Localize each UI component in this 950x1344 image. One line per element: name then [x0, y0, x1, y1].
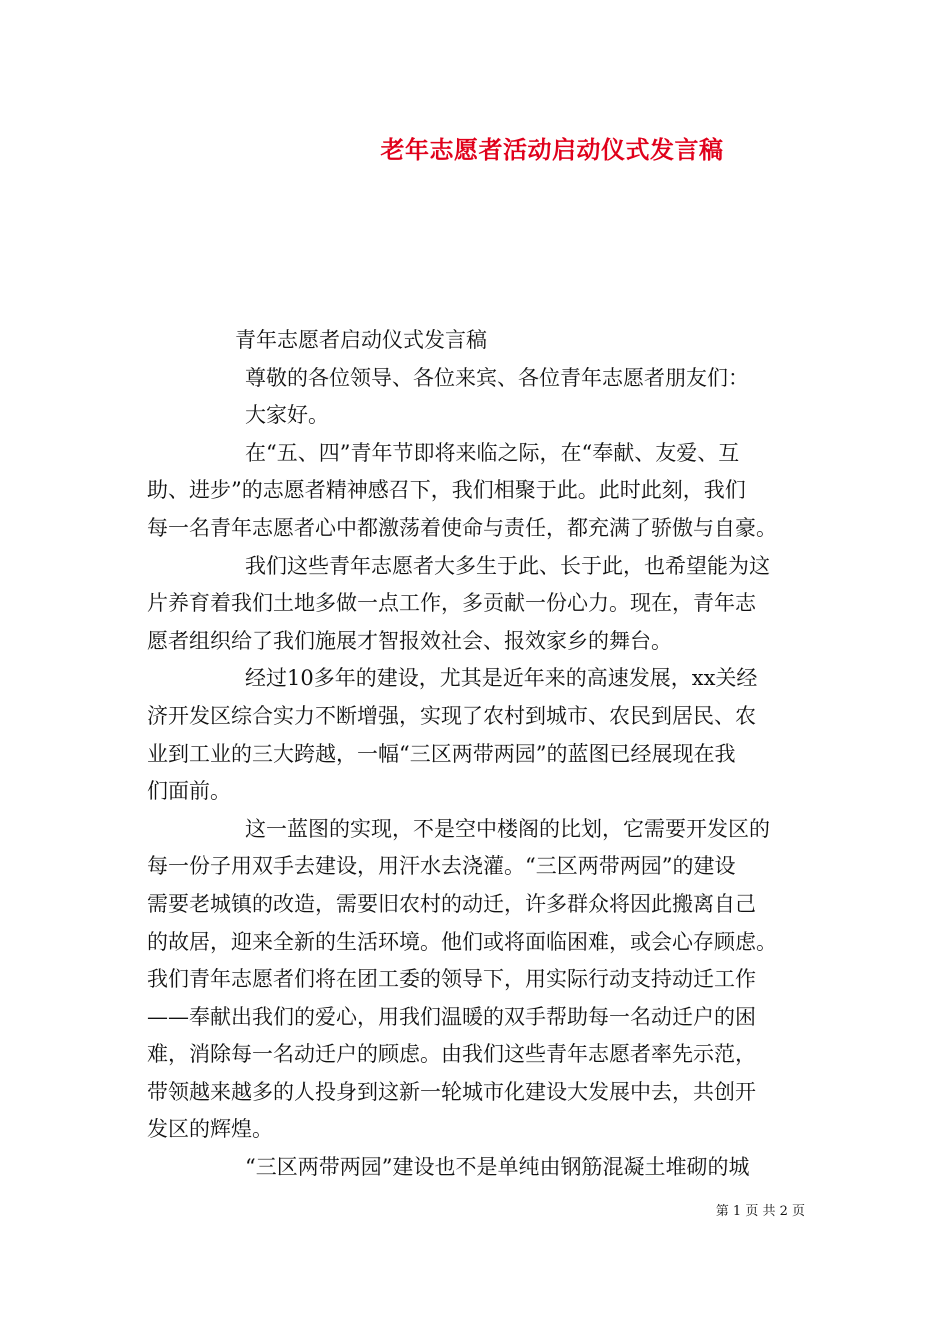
body-line: 发区的辉煌。 — [147, 1117, 273, 1142]
body-line: 我们这些青年志愿者大多生于此、长于此，也希望能为这 — [245, 553, 770, 578]
body-line: 每一名青年志愿者心中都激荡着使命与责任，都充满了骄傲与自豪。 — [147, 515, 777, 540]
body-line: 每一份子用双手去建设，用汗水去浇灌。“三区两带两园”的建设 — [147, 854, 736, 879]
body-line: 青年志愿者启动仪式发言稿 — [235, 328, 487, 352]
body-line: 济开发区综合实力不断增强，实现了农村到城市、农民到居民、农 — [147, 703, 756, 728]
body-line: 带领越来越多的人投身到这新一轮城市化建设大发展中去，共创开 — [147, 1079, 756, 1104]
body-line: 片养育着我们土地多做一点工作，多贡献一份心力。现在，青年志 — [147, 591, 756, 616]
body-line: 需要老城镇的改造，需要旧农村的动迁，许多群众将因此搬离自己 — [147, 891, 756, 916]
page-number: 第 1 页 共 2 页 — [715, 1204, 805, 1219]
body-line: 业到工业的三大跨越，一幅“三区两带两园”的蓝图已经展现在我 — [147, 741, 736, 766]
body-line: 经过10多年的建设，尤其是近年来的高速发展，xx关经 — [245, 666, 758, 691]
document-title: 老年志愿者活动启动仪式发言稿 — [380, 135, 724, 164]
body-line: 这一蓝图的实现，不是空中楼阁的比划，它需要开发区的 — [245, 816, 770, 841]
body-line: 在“五、四”青年节即将来临之际，在“奉献、友爱、互 — [245, 440, 740, 465]
body-line: 助、进步”的志愿者精神感召下，我们相聚于此。此时此刻，我们 — [147, 478, 746, 503]
body-line: 愿者组织给了我们施展才智报效社会、报效家乡的舞台。 — [147, 628, 672, 653]
body-line: 大家好。 — [245, 403, 329, 428]
body-line: 们面前。 — [147, 779, 231, 804]
document-body — [147, 322, 827, 1187]
body-line: 尊敬的各位领导、各位来宾、各位青年志愿者朋友们： — [245, 365, 749, 390]
body-line: 难，消除每一名动迁户的顾虑。由我们这些青年志愿者率先示范， — [147, 1042, 756, 1067]
body-line: “三区两带两园”建设也不是单纯由钢筋混凝土堆砌的城 — [245, 1155, 750, 1180]
body-line: 我们青年志愿者们将在团工委的领导下，用实际行动支持动迁工作 — [147, 967, 756, 992]
body-line: 的故居，迎来全新的生活环境。他们或将面临困难，或会心存顾虑。 — [147, 929, 777, 954]
body-line: ——奉献出我们的爱心，用我们温暖的双手帮助每一名动迁户的困 — [147, 1004, 756, 1029]
